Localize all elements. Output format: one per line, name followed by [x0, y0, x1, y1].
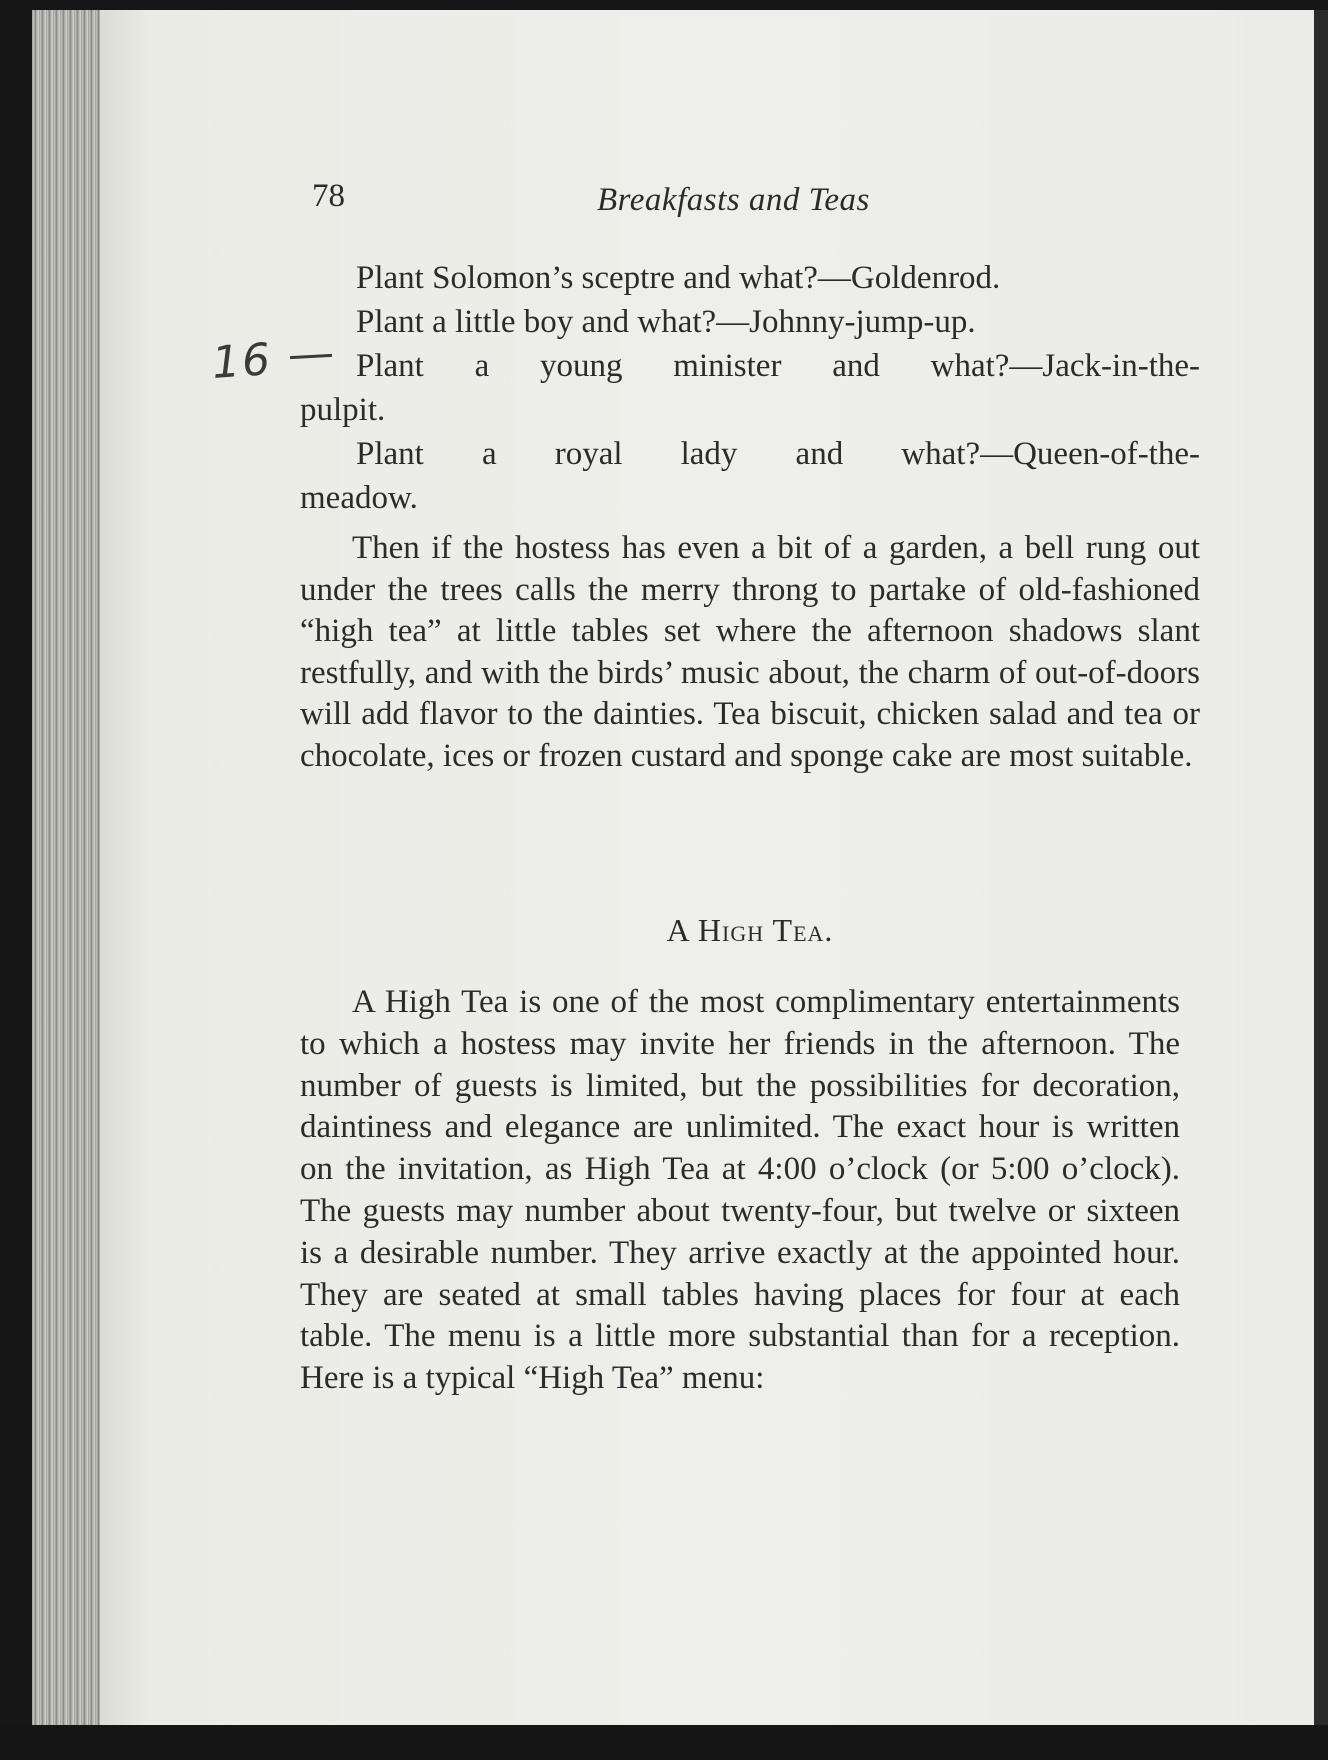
riddle-line: Plant a royal lady and what?—Queen-of-the- [356, 436, 1200, 472]
running-head: Breakfasts and Teas [597, 182, 870, 218]
handwritten-annotation: 16 [210, 333, 274, 390]
riddle-continuation: meadow. [300, 480, 418, 516]
riddle-line: Plant Solomon’s sceptre and what?—Goldenrod. [356, 260, 1001, 296]
riddle-line: Plant a young minister and what?—Jack-in-the- [356, 348, 1200, 384]
page-bottom-border [0, 1725, 1328, 1760]
page-number: 78 [312, 178, 345, 214]
riddle-line: Plant a little boy and what?—Johnny-jump-up. [356, 304, 976, 340]
body-paragraph-high-tea: A High Tea is one of the most complimentary entertainments to which a hostess may invite her friends in the afternoon. The number of guests is limited, but the possibilities for decoration, daintiness and elegance are unlimited. The exact hour is written on the invitation, as High Tea at 4:00 o’clock (or 5:00 o’clock). The guests may number about twenty-four, but twelve or sixteen is a desirable number. They arrive exactly at the appointed hour. They are seated at small tables having places for four at each table. The menu is a little more substantial than for a reception. Here is a typical “High Tea” menu: [300, 984, 1180, 1397]
page-header [312, 178, 1192, 228]
riddle-continuation: pulpit. [300, 392, 386, 428]
riddle-list [300, 256, 1200, 520]
page-right-border [1314, 10, 1328, 1725]
body-paragraph-garden-tea: Then if the hostess has even a bit of a garden, a bell rung out under the trees calls the merry throng to partake of old-fashioned “high tea” at little tables set where the afternoon shadows slant restfully, and with the birds’ music about, the charm of out-of-doors will add flavor to the dainties. Tea biscuit, chicken salad and tea or chocolate, ices or frozen custard and sponge cake are most suitable. [300, 530, 1200, 774]
section-heading: A High Tea. [666, 912, 834, 948]
